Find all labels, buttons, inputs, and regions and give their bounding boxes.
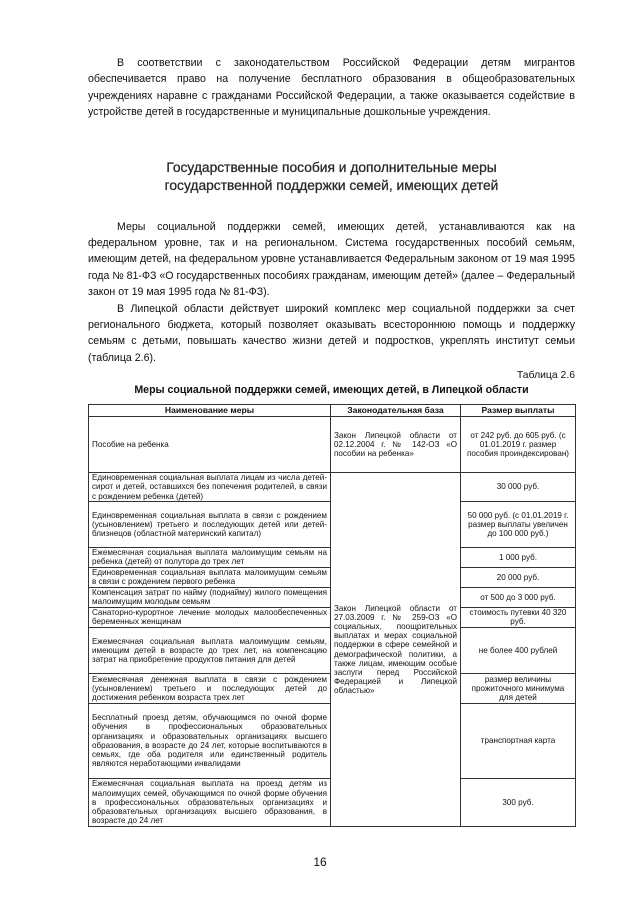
measure-name: Ежемесячная социальная выплата малоимущим семьям на ребенка (детей) от полутора до трех лет	[89, 547, 331, 567]
header-payment-size: Размер выплаты	[461, 405, 576, 417]
document-page	[88, 55, 575, 827]
payment-amount: не более 400 рублей	[461, 627, 576, 673]
header-legal-base: Законодательная база	[331, 405, 461, 417]
paragraph-regional: В Липецкой области действует широкий комплекс мер социальной поддержки за счет регионального бюджета, который позволяет оказывать всестороннюю помощь и поддержку семьям с детьми, повышать качество жизни детей и подростков, укреплять институт семьи (таблица 2.6).	[88, 302, 575, 364]
payment-amount: от 242 руб. до 605 руб. (с 01.01.2019 г. размер пособия проиндексирован)	[461, 417, 576, 473]
measure-name: Компенсация затрат по найму (поднайму) жилого помещения малоимущим молодым семьям	[89, 587, 331, 607]
paragraph-federal: Меры социальной поддержки семей, имеющих детей, устанавливаются как на федеральном уровне, так и на региональном. Система государственных пособий семьям, имеющим детей, на федеральном уровне устанавливается Федеральным законом от 19 мая 1995 года № 81-ФЗ «О государственных пособиях гражданам, имеющим детей» (далее – Федеральный закон от 19 мая 1995 года № 81-ФЗ).	[88, 220, 575, 299]
legal-base-cell: Закон Липецкой области от 27.03.2009 г. № 259-ОЗ «О социальных, поощрительных выплатах и мерах социальной поддержки в сфере семейной и демографической политики, а также лицам, имеющим особые заслуги перед Российской Федерацией и Липецкой областью»	[331, 473, 461, 827]
table-row	[89, 473, 576, 502]
table-row	[89, 417, 576, 473]
legal-base-cell: Закон Липецкой области от 02.12.2004 г. № 142-ОЗ «О пособии на ребенка»	[331, 417, 461, 473]
payment-amount: стоимость путевки 40 320 руб.	[461, 607, 576, 627]
support-measures-table	[88, 404, 576, 827]
section-heading	[88, 159, 575, 195]
measure-name: Единовременная социальная выплата малоимущим семьям в связи с рождением первого ребенка	[89, 567, 331, 587]
payment-amount: 50 000 руб. (с 01.01.2019 г. размер выплаты увеличен до 100 000 руб.)	[461, 501, 576, 547]
payment-amount: 30 000 руб.	[461, 473, 576, 502]
section-heading-line-1: Государственные пособия и дополнительные меры	[166, 159, 497, 175]
table-header-row	[89, 405, 576, 417]
header-measure-name: Наименование меры	[89, 405, 331, 417]
measure-name: Ежемесячная денежная выплата в связи с рождением (усыновлением) третьего и последующих детей до достижения ребенком возраста трех лет	[89, 673, 331, 703]
measure-name: Единовременная социальная выплата лицам из числа детей-сирот и детей, оставшихся без попечения родителей, в связи с рождением ребенка (детей)	[89, 473, 331, 502]
intro-paragraph: В соответствии с законодательством Российской Федерации детям мигрантов обеспечивается право на получение бесплатного образования в общеобразовательных учреждениях наравне с гражданами Российской Федерации, а также оказывается содействие в устройстве детей в государственные и муниципальные дошкольные учреждения.	[88, 57, 575, 119]
table-title: Меры социальной поддержки семей, имеющих детей, в Липецкой области	[134, 384, 529, 397]
payment-amount: транспортная карта	[461, 703, 576, 778]
payment-amount: 1 000 руб.	[461, 547, 576, 567]
measure-name: Пособие на ребенка	[89, 417, 331, 473]
section-heading-line-2: государственной поддержки семей, имеющих детей	[164, 177, 499, 193]
payment-amount: 20 000 руб.	[461, 567, 576, 587]
measure-name: Ежемесячная социальная выплата малоимущим семьям, имеющим детей в возрасте до трех лет, на компенсацию затрат на приобретение продуктов питания для детей	[89, 627, 331, 673]
measure-name: Единовременная социальная выплата в связи с рождением (усыновлением) третьего и последующих детей или детей-близнецов (областной материнский капитал)	[89, 501, 331, 547]
payment-amount: размер величины прожиточного минимума для детей	[461, 673, 576, 703]
measure-name: Бесплатный проезд детям, обучающимся по очной форме обучения в профессиональных образовательных организациях и образовательных организациях высшего образования, в возрасте до 24 лет, которые воспитываются в семьях, где оба родителя или единственный родитель являются неработающими инвалидами	[89, 703, 331, 778]
table-caption: Таблица 2.6	[516, 370, 575, 382]
measure-name: Ежемесячная социальная выплата на проезд детям из малоимущих семей, обучающимся по очной форме обучения в профессиональных образовательных организациях и образовательных организациях высшего образования, в возрасте до 24 лет	[89, 778, 331, 826]
page-number: 16	[313, 855, 327, 869]
payment-amount: от 500 до 3 000 руб.	[461, 587, 576, 607]
measure-name: Санаторно-курортное лечение молодых малообеспеченных беременных женщинам	[89, 607, 331, 627]
payment-amount: 300 руб.	[461, 778, 576, 826]
